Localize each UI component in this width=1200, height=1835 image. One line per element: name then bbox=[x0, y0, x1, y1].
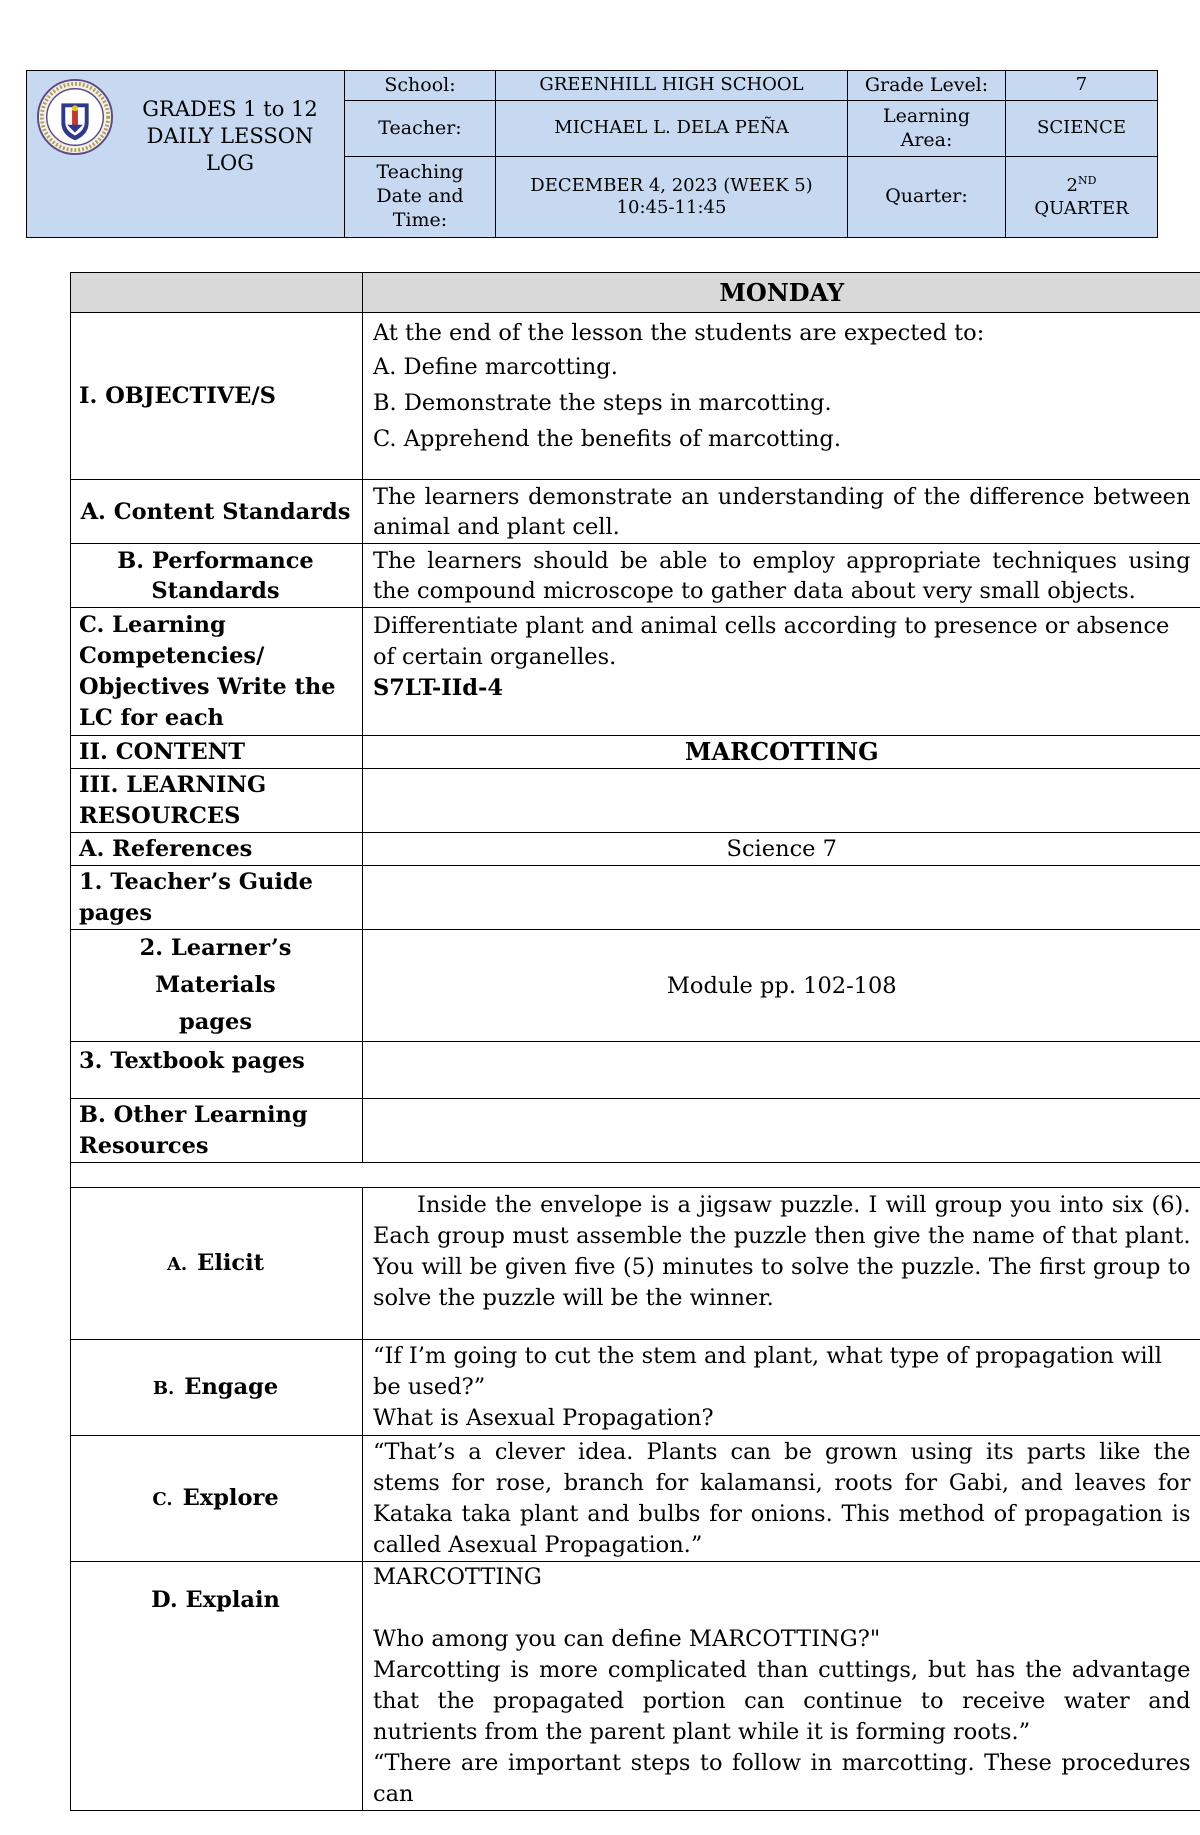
explain-cell bbox=[363, 1562, 1200, 1811]
grade-level-value: 7 bbox=[1006, 71, 1158, 101]
performance-standards-text: The learners should be able to employ appropriate techniques using the compound microscope to gather data about very small objects. bbox=[363, 544, 1200, 608]
teacher-value: MICHAEL L. DELA PEÑA bbox=[496, 101, 848, 157]
objectives-cell bbox=[363, 313, 1200, 480]
learners-materials-value: Module pp. 102-108 bbox=[363, 930, 1200, 1042]
other-resources-label: B. Other Learning Resources bbox=[71, 1099, 363, 1163]
objectives-intro: At the end of the lesson the students are expected to: bbox=[373, 320, 985, 346]
day-header: MONDAY bbox=[363, 273, 1200, 313]
content-label: II. CONTENT bbox=[71, 736, 363, 769]
procedures-spacer-row bbox=[71, 1163, 1200, 1188]
teaching-date-label: Teaching Date and Time: bbox=[345, 157, 496, 238]
lesson-table bbox=[70, 272, 1200, 1811]
learning-area-value: SCIENCE bbox=[1006, 101, 1158, 157]
explain-title: MARCOTTING bbox=[373, 1564, 542, 1590]
teaching-date-value: DECEMBER 4, 2023 (WEEK 5) 10:45-11:45 bbox=[496, 157, 848, 238]
teacher-label: Teacher: bbox=[345, 101, 496, 157]
engage-label: B. Engage bbox=[71, 1340, 363, 1436]
elicit-text: Inside the envelope is a jigsaw puzzle. I will group you into six (6). Each group must assemble the puzzle then give the name of that plant. You will be given five (5) minutes to solve the puzzle. The first group to solve the puzzle will be the winner. bbox=[363, 1188, 1200, 1340]
school-value: GREENHILL HIGH SCHOOL bbox=[496, 71, 848, 101]
teachers-guide-value bbox=[363, 866, 1200, 930]
objective-item: C. Apprehend the benefits of marcotting. bbox=[373, 426, 841, 452]
explain-label: D. Explain bbox=[71, 1562, 363, 1811]
textbook-label: 3. Textbook pages bbox=[71, 1042, 363, 1099]
quarter-value: 2ND QUARTER bbox=[1006, 157, 1158, 238]
content-standards-label: A. Content Standards bbox=[71, 480, 363, 544]
teachers-guide-label: 1. Teacher’s Guide pages bbox=[71, 866, 363, 930]
competencies-label: C. Learning Competencies/ Objectives Write the LC for each bbox=[71, 608, 363, 736]
references-value: Science 7 bbox=[363, 833, 1200, 866]
learning-resources-label: III. LEARNING RESOURCES bbox=[71, 769, 363, 833]
grade-level-label: Grade Level: bbox=[848, 71, 1006, 101]
log-title: GRADES 1 to 12 DAILY LESSON LOG bbox=[142, 97, 318, 175]
competency-code: S7LT-IId-4 bbox=[373, 675, 504, 701]
objectives-label: I. OBJECTIVE/S bbox=[71, 313, 363, 480]
textbook-value bbox=[363, 1042, 1200, 1099]
day-header-blank bbox=[71, 273, 363, 313]
deped-seal-icon bbox=[36, 78, 114, 156]
performance-standards-label: B. Performance Standards bbox=[71, 544, 363, 608]
explore-label: C. Explore bbox=[71, 1436, 363, 1562]
explain-text-2: “There are important steps to follow in marcotting. These procedures can bbox=[373, 1750, 1191, 1807]
explain-question: Who among you can define MARCOTTING?" bbox=[373, 1626, 881, 1652]
engage-text: “If I’m going to cut the stem and plant, what type of propagation will be used?” What is Asexual Propagation? bbox=[363, 1340, 1200, 1436]
school-label: School: bbox=[345, 71, 496, 101]
other-resources-value bbox=[363, 1099, 1200, 1163]
learning-area-label: Learning Area: bbox=[848, 101, 1006, 157]
objective-item: B. Demonstrate the steps in marcotting. bbox=[373, 390, 832, 416]
objective-item: A. Define marcotting. bbox=[373, 354, 618, 380]
explore-text: “That’s a clever idea. Plants can be grown using its parts like the stems for rose, branch for kalamansi, roots for Gabi, and leaves for Kataka taka plant and bulbs for onions. This method of propagation is called Asexual Propagation.” bbox=[363, 1436, 1200, 1562]
learning-resources-value bbox=[363, 769, 1200, 833]
references-label: A. References bbox=[71, 833, 363, 866]
learners-materials-label: 2. Learner’s Materials pages bbox=[71, 930, 363, 1042]
content-standards-text: The learners demonstrate an understanding of the difference between animal and plant cell. bbox=[363, 480, 1200, 544]
content-value: MARCOTTING bbox=[363, 736, 1200, 769]
competencies-cell bbox=[363, 608, 1200, 736]
quarter-label: Quarter: bbox=[848, 157, 1006, 238]
explain-text: Marcotting is more complicated than cuttings, but has the advantage that the propagated portion can continue to receive water and nutrients from the parent plant while it is forming roots.” bbox=[373, 1657, 1191, 1745]
competencies-text: Differentiate plant and animal cells according to presence or absence of certain organelles. bbox=[373, 613, 1170, 670]
elicit-label: A. Elicit bbox=[71, 1188, 363, 1340]
